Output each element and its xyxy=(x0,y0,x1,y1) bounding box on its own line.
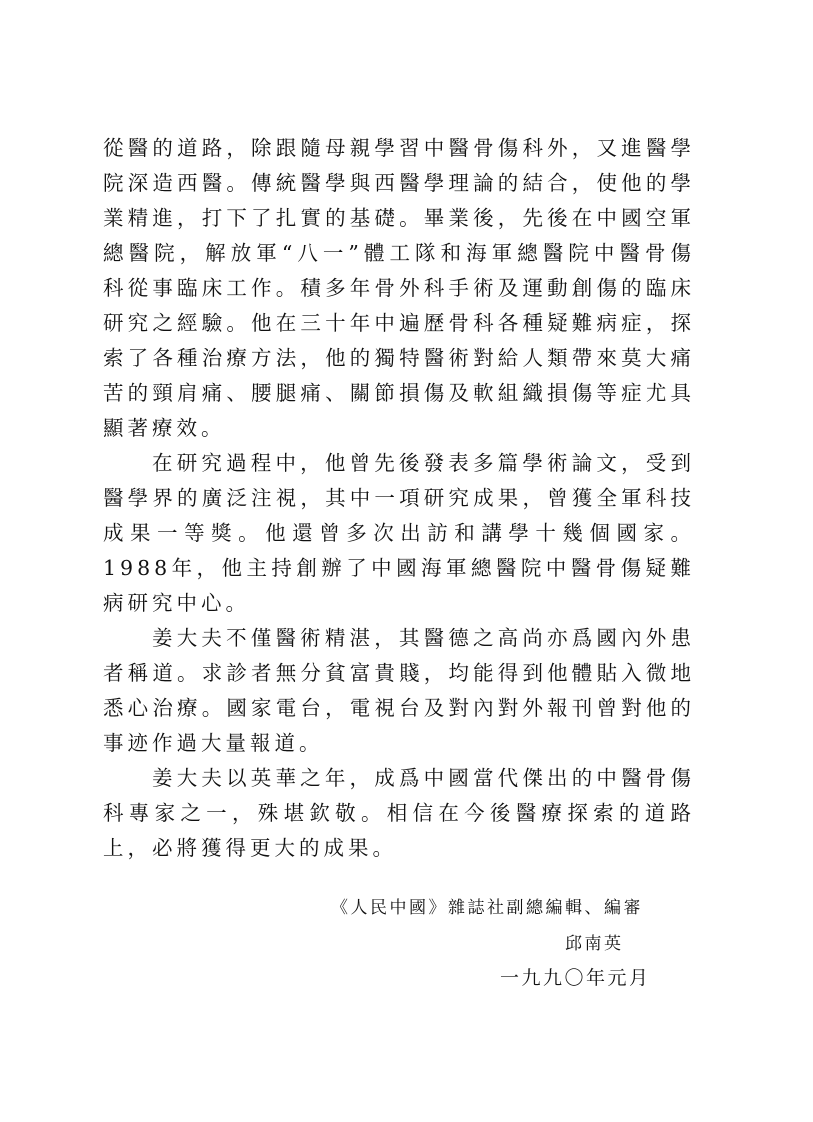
paragraph-2: 在研究過程中，他曾先後發表多篇學術論文，受到醫學界的廣泛注視，其中一項研究成果，曾獲全軍科技成果一等獎。他還曾多次出訪和講學十幾個國家。1988年，他主持創辦了中國海軍總醫院中醫骨傷疑難病研究中心。 xyxy=(103,451,695,615)
signature-title: 《人民中國》雜誌社副總編輯、編審 xyxy=(331,898,643,918)
body-text xyxy=(103,131,695,866)
paragraph-3: 姜大夫不僅醫術精湛，其醫德之高尚亦爲國內外患者稱道。求診者無分貧富貴賤，均能得到他體貼入微地悉心治療。國家電台，電視台及對內對外報刊曾對他的事迹作過大量報道。 xyxy=(103,626,695,755)
paragraph-1: 從醫的道路，除跟隨母親學習中醫骨傷科外，又進醫學院深造西醫。傳統醫學與西醫學理論的結合，使他的學業精進，打下了扎實的基礎。畢業後，先後在中國空軍總醫院，解放軍“八一”體工隊和海軍總醫院中醫骨傷科從事臨床工作。積多年骨外科手術及運動創傷的臨床研究之經驗。他在三十年中遍歷骨科各種疑難病症，探索了各種治療方法，他的獨特醫術對給人類帶來莫大痛苦的頸肩痛、腰腿痛、關節損傷及軟組織損傷等症尤具顯著療效。 xyxy=(103,136,695,440)
signature-date: 一九九〇年元月 xyxy=(500,967,651,989)
signature-name: 邱南英 xyxy=(565,934,624,954)
paragraph-4: 姜大夫以英華之年，成爲中國當代傑出的中醫骨傷科專家之一，殊堪欽敬。相信在今後醫療探索的道路上，必將獲得更大的成果。 xyxy=(103,766,695,860)
